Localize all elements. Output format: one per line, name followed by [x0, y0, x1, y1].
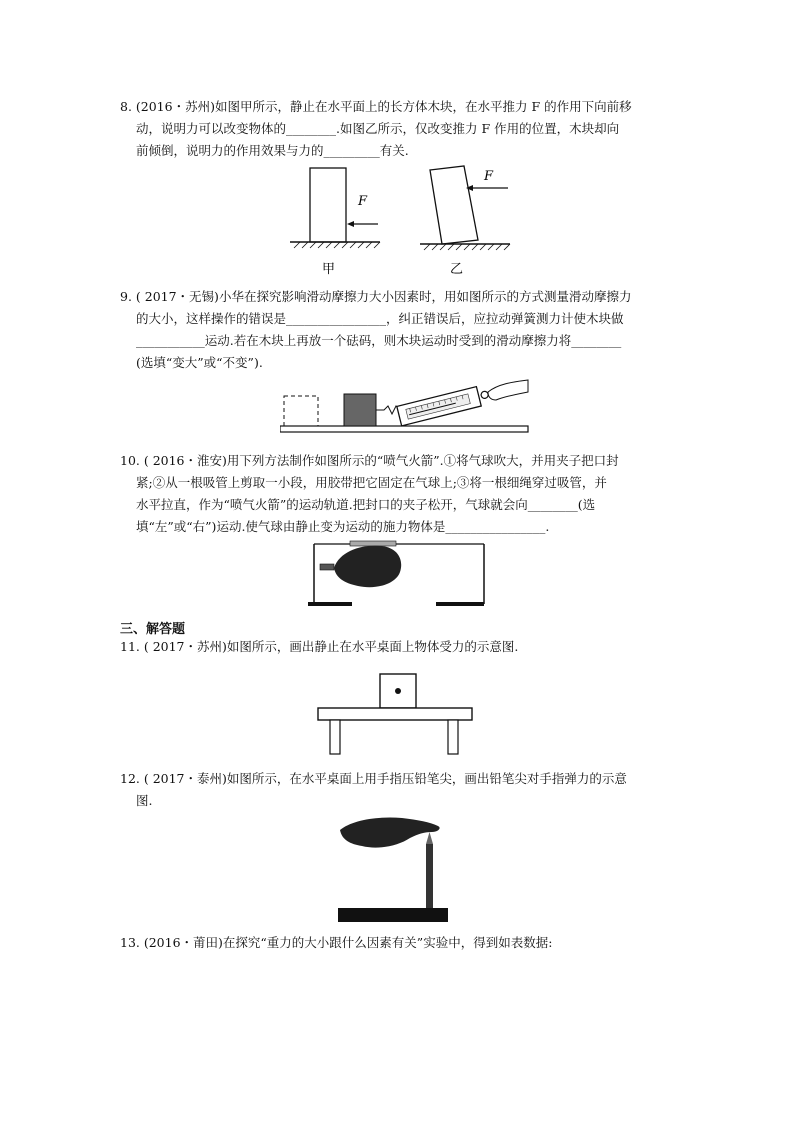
block-upright: [310, 168, 346, 242]
block-tilted: [430, 166, 478, 244]
table-leg-right: [448, 720, 458, 754]
table-top: [318, 708, 472, 720]
block-dashed: [284, 396, 318, 426]
force-arrowhead-left: [347, 221, 354, 227]
caption-yi: 乙: [450, 262, 464, 277]
ground-hatch-right: [424, 244, 510, 250]
section-title: 三、解答题: [120, 622, 186, 637]
question-9: [120, 286, 680, 374]
question-11-line-1: 11. ( 2017・苏州)如图所示，画出静止在水平桌面上物体受力的示意图.: [120, 639, 519, 654]
question-12: [120, 768, 680, 812]
base-left: [308, 602, 352, 606]
figure-q10-balloon: [304, 538, 494, 610]
question-8-line-1: 8. (2016・苏州)如图甲所示，静止在水平面上的长方体木块，在水平推力 F 的作用下向前移: [120, 99, 632, 114]
question-9-line-4: (选填“变大”或“不变”).: [136, 355, 263, 370]
question-12-line-2: 图.: [136, 793, 153, 808]
question-9-line-1: 9. ( 2017・无锡)小华在探究影响滑动摩擦力大小因素时，用如图所示的方式测量滑动摩擦力: [120, 289, 632, 304]
table-leg-left: [330, 720, 340, 754]
straw: [350, 541, 396, 546]
question-10-line-3: 水平拉直，作为“喷气火箭”的运动轨道.把封口的夹子松开，气球就会向________(选: [136, 497, 596, 512]
base-right: [436, 602, 484, 606]
question-9-line-2: 的大小，这样操作的错误是________________，纠正错误后，应拉动弹簧测力计使木块做: [136, 311, 624, 326]
question-8-line-2: 动，说明力可以改变物体的________.如图乙所示，仅改变推力 F 作用的位置，木块却向: [136, 121, 620, 136]
question-13: [120, 932, 680, 954]
center-dot: [395, 688, 401, 694]
question-10-line-1: 10. ( 2016・淮安)用下列方法制作如图所示的“喷气火箭”.①将气球吹大，并用夹子把口封: [120, 453, 619, 468]
figure-q12-pencil: [338, 812, 458, 924]
wood-block: [344, 394, 376, 426]
pencil-body: [426, 844, 433, 910]
clip: [320, 564, 334, 570]
figure-q9-friction: [280, 376, 530, 438]
hand: [488, 380, 528, 400]
figure-q8-blocks: [282, 162, 532, 280]
pencil-tip: [426, 832, 433, 844]
question-9-line-3: ___________运动.若在木块上再放一个砝码，则木块运动时受到的滑动摩擦力将________: [136, 333, 622, 348]
board: [280, 426, 528, 432]
figure-q11-table: [316, 672, 474, 758]
hand-pressing: [340, 818, 440, 848]
force-label-right: F: [484, 169, 494, 184]
question-10-line-2: 紧;②从一根吸管上剪取一小段，用胶带把它固定在气球上;③将一根细绳穿过吸管，并: [136, 475, 607, 490]
ground-hatch-left: [294, 242, 380, 248]
question-10-line-4: 填“左”或“右”)运动.使气球由静止变为运动的施力物体是________________.: [136, 519, 550, 534]
balloon: [334, 546, 401, 588]
question-10: [120, 450, 680, 538]
caption-jia: 甲: [322, 262, 336, 277]
force-label-left: F: [358, 194, 368, 209]
question-12-line-1: 12. ( 2017・泰州)如图所示，在水平桌面上用手指压铅笔尖，画出铅笔尖对手指弹力的示意: [120, 771, 627, 786]
question-8-line-3: 前倾倒，说明力的作用效果与力的_________有关.: [136, 143, 409, 158]
question-13-line-1: 13. (2016・莆田)在探究“重力的大小跟什么因素有关”实验中，得到如表数据:: [120, 935, 553, 950]
question-8: [120, 96, 680, 162]
question-11: [120, 636, 680, 658]
spring-scale: [397, 384, 491, 426]
desk-slab: [338, 908, 448, 922]
